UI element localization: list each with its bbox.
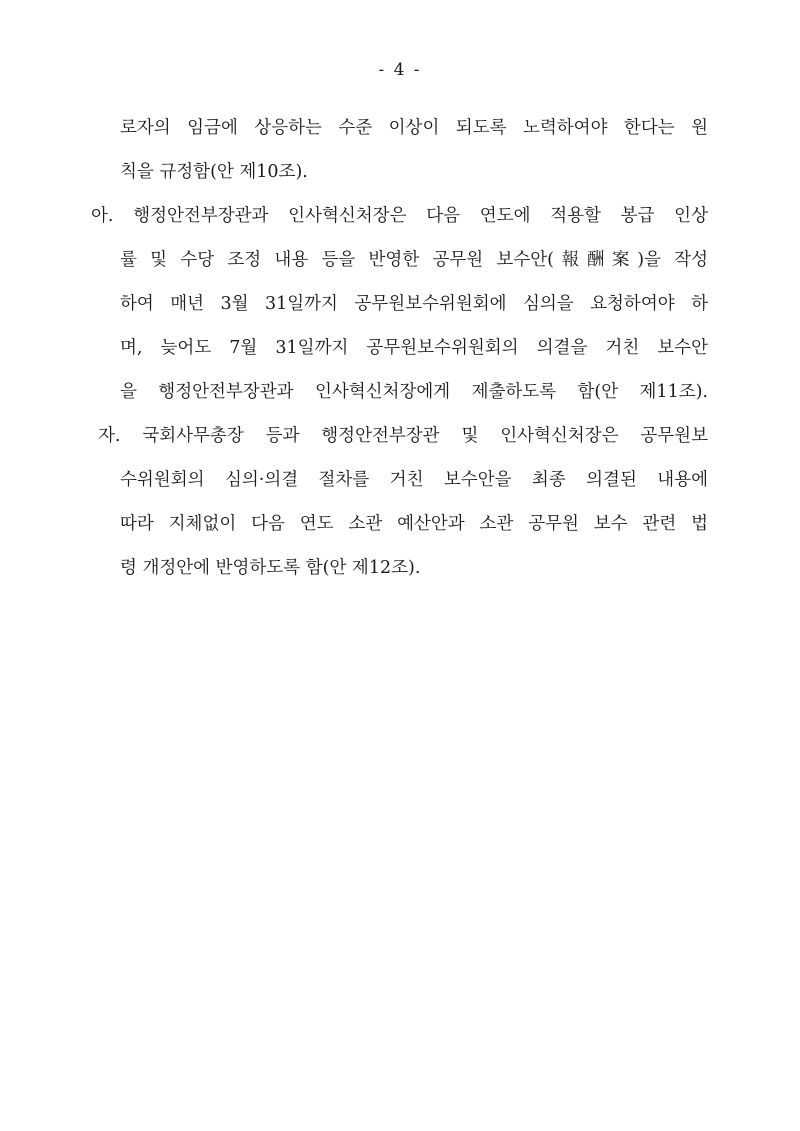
body-line: 하여 매년 3월 31일까지 공무원보수위원회에 심의을 요청하여야 하 [120,294,708,314]
body-line: 을 행정안전부장관과 인사혁신처장에게 제출하도록 함(안 제11조). [120,382,708,402]
body-line: 률 및 수당 조정 내용 등을 반영한 공무원 보수안(報酬案)을 작성 [120,250,708,270]
body-line: 며, 늦어도 7월 31일까지 공무원보수위원회의 의결을 거친 보수안 [120,338,708,358]
list-item-ja-line: 자. 국회사무총장 등과 행정안전부장관 및 인사혁신처장은 공무원보 [98,426,708,446]
list-item-a-line: 아. 행정안전부장관과 인사혁신처장은 다음 연도에 적용할 봉급 인상 [91,206,708,226]
body-line: 령 개정안에 반영하도록 함(안 제12조). [120,558,421,578]
body-line: 수위원회의 심의·의결 절차를 거친 보수안을 최종 의결된 내용에 [120,470,708,490]
body-line: 로자의 임금에 상응하는 수준 이상이 되도록 노력하여야 한다는 원 [120,118,708,138]
page-number: - 4 - [378,60,422,80]
body-line: 칙을 규정함(안 제10조). [120,162,308,182]
body-line: 따라 지체없이 다음 연도 소관 예산안과 소관 공무원 보수 관련 법 [120,514,708,534]
